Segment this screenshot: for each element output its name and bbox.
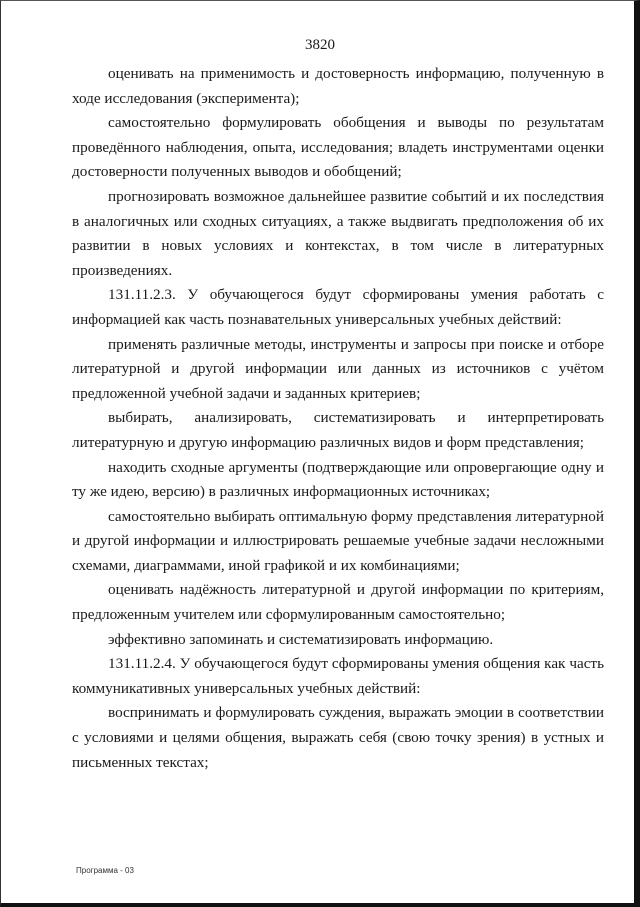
paragraph-7: находить сходные аргументы (подтверждающие или опровергающие одну и ту же идею, версию) в различных информационных источниках;	[72, 458, 604, 501]
paragraph-5: применять различные методы, инструменты и запросы при поиске и отборе литературной и другой информации или данных из источников с учётом предложенной учебной задачи и заданных критериев;	[72, 335, 604, 402]
paragraph-4-section-131-11-2-3: 131.11.2.3. У обучающегося будут сформированы умения работать с информацией как часть познавательных универсальных учебных действий:	[72, 286, 604, 328]
paragraph-9: оценивать надёжность литературной и другой информации по критериям, предложенным учителем или сформулированным самостоятельно;	[72, 581, 604, 624]
paragraph-1: оценивать на применимость и достоверность информацию, полученную в ходе исследования (эксперимента);	[72, 65, 604, 107]
paragraph-6: выбирать, анализировать, систематизировать и интерпретировать литературную и другую информацию различных видов и форм представления;	[72, 409, 604, 451]
paragraph-8: самостоятельно выбирать оптимальную форму представления литературной и другой информации и иллюстрировать решаемые учебные задачи несложными схемами, диаграммами, иной графикой и их комбинациями;	[72, 507, 604, 574]
footer-label: Программа - 03	[76, 866, 134, 875]
paragraph-11-section-131-11-2-4: 131.11.2.4. У обучающегося будут сформированы умения общения как часть коммуникативных универсальных учебных действий:	[72, 655, 604, 697]
page-number: 3820	[305, 37, 335, 53]
paragraph-2: самостоятельно формулировать обобщения и выводы по результатам проведённого наблюдения, опыта, исследования; владеть инструментами оценки достоверности полученных выводов и обобщений;	[72, 114, 604, 181]
paragraph-10: эффективно запоминать и систематизировать информацию.	[108, 630, 494, 648]
paragraph-3: прогнозировать возможное дальнейшее развитие событий и их последствия в аналогичных или сходных ситуациях, а также выдвигать предположения об их развитии в новых условиях и контекстах, в том числе в литературных произведениях.	[72, 187, 604, 279]
document-body	[72, 62, 604, 775]
paragraph-12: воспринимать и формулировать суждения, выражать эмоции в соответствии с условиями и целями общения, выражать себя (свою точку зрения) в устных и письменных текстах;	[72, 704, 604, 771]
